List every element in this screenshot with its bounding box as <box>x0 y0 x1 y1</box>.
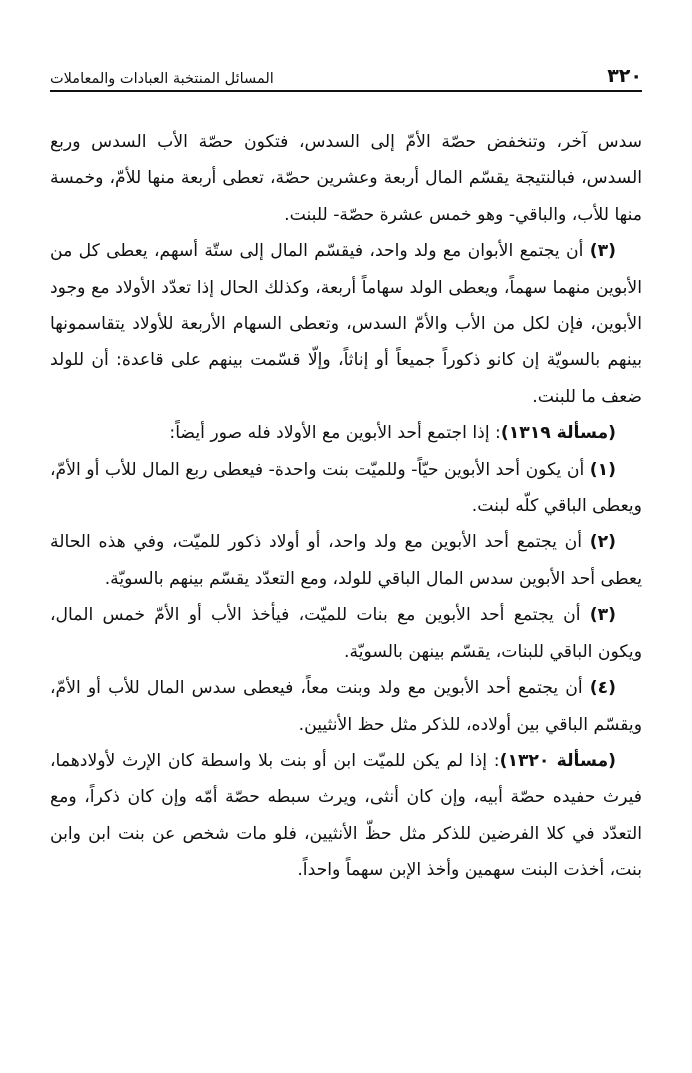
masala-heading: (مسألة ١٣٢٠) <box>499 750 616 771</box>
masala-heading: (مسألة ١٣١٩) <box>500 423 616 444</box>
paragraph-text: أن يجتمع أحد الأبوين مع ولد واحد، أو أولاد ذكور للميّت، وفي هذه الحالة يعطى أحد الأبوين سدس المال الباقي للولد، ومع التعدّد يقسّم بينهم بالسويّة. <box>50 532 642 589</box>
paragraph-text: : إذا اجتمع أحد الأبوين مع الأولاد فله صور أيضاً: <box>169 423 501 444</box>
paragraph-text: أن يجتمع أحد الأبوين مع ولد وبنت معاً، فيعطى سدس المال للأب أو الأمّ، ويقسّم الباقي بين أولاده، للذكر مثل حظ الأنثيين. <box>50 678 642 735</box>
case-number: (١) <box>589 459 616 480</box>
case-number: (٤) <box>589 678 616 699</box>
case-number: (٢) <box>589 532 616 553</box>
body-text <box>50 124 642 889</box>
page-number: ٣٢٠ <box>607 65 642 87</box>
case-number: (٣) <box>589 241 616 262</box>
page-header <box>50 58 642 92</box>
paragraph-masala-1320 <box>50 743 642 889</box>
paragraph-masala-1319 <box>50 415 642 451</box>
paragraph-case-4 <box>50 670 642 743</box>
paragraph-case-3b <box>50 597 642 670</box>
paragraph-case-1 <box>50 452 642 525</box>
paragraph-text: أن يجتمع أحد الأبوين مع بنات للميّت، فيأخذ الأب أو الأمّ خمس المال، ويكون الباقي للبنات، يقسّم بينهن بالسويّة. <box>50 605 642 662</box>
paragraph-case-3 <box>50 233 642 415</box>
paragraph-text: أن يكون أحد الأبوين حيّاً- وللميّت بنت واحدة- فيعطى ربع المال للأب أو الأمّ، ويعطى الباقي كلّه لبنت. <box>50 459 642 517</box>
paragraph-case-2 <box>50 524 642 597</box>
running-title: المسائل المنتخبة العبادات والمعاملات <box>50 70 274 87</box>
paragraph-text: : إذا لم يكن للميّت ابن أو بنت بلا واسطة كان الإرث لأولادهما، فيرث حفيده حصّة أبيه، وإن كان أنثى، ويرث سبطه حصّة أمّه وإن كان ذكراً، ومع التعدّد في كلا الفرضين للذكر مثل حظّ الأنثيين، فلو مات شخص عن بنت ابن وابن بنت، أخذت البنت سهمين وأخذ الإبن سهماً واحداً. <box>50 750 642 881</box>
case-number: (٣) <box>589 605 616 626</box>
paragraph-text: سدس آخر، وتنخفض حصّة الأمّ إلى السدس، فتكون حصّة الأب السدس وربع السدس، فبالنتيجة يقسّم المال أربعة وعشرين حصّة، تعطى أربعة منها للأمّ، وخمسة منها للأب، والباقي- وهو خمس عشرة حصّة- للبنت. <box>50 132 642 225</box>
paragraph-text: أن يجتمع الأبوان مع ولد واحد، فيقسّم المال إلى ستّة أسهم، يعطى كل من الأبوين منهما سهماً، ويعطى الولد سهاماً أربعة، وكذلك الحال إذا تعدّد الأولاد مع وجود الأبوين، فإن لكل من الأب والأمّ السدس، وتعطى السهام الأربعة للأولاد يتقاسمونها بينهم بالسويّة إن كانو ذكوراً جميعاً أو إناثاً، وإلّا قسّمت بينهم على قاعدة: أن للولد ضعف ما للبنت. <box>50 241 642 407</box>
paragraph-continuation <box>50 124 642 233</box>
